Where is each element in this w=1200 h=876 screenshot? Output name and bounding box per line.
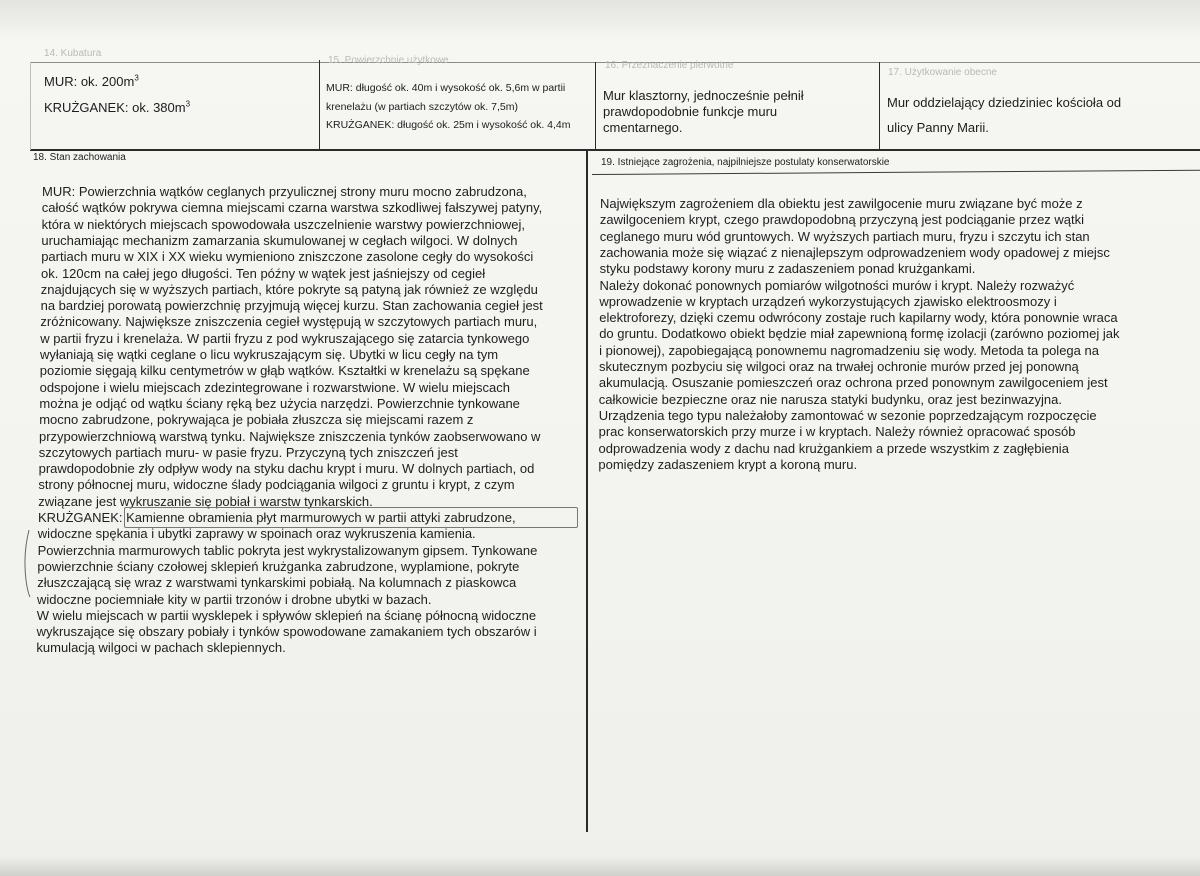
- original-function-line-2: prawdopodobnie funkcje muru: [603, 104, 778, 119]
- cubature-kruzganek-unit-exponent: 3: [185, 99, 191, 109]
- threats-text-line: ceglanego muru wód gruntowych. W wyższych partiach muru, fryzu i szczytu ich stan: [599, 228, 1090, 244]
- condition-text-line: MUR: Powierzchnia wątków ceglanych przyulicznej strony muru mocno zabrudzona,: [42, 184, 527, 199]
- header-threats: 19. Istniejące zagrożenia, najpilniejsze postulaty konserwatorskie: [601, 157, 890, 168]
- table-rule-section19-under: [592, 170, 1200, 175]
- condition-text-line: znajdujących się w wyższych partiach, które pokryte są patyną jak również ze względu: [40, 281, 538, 297]
- condition-text-line: kumulacją wilgoci w pachach sklepiennych.: [36, 640, 286, 656]
- threats-text-line: prac konserwatorskich przy murze i w kryptach. Należy również opracować sposób: [598, 424, 1076, 440]
- table-divider-col3: [879, 62, 880, 151]
- threats-text-line: styku podstawy korony muru z zadaszeniem ponad krużgankami.: [599, 261, 976, 277]
- scan-shadow-top: [0, 0, 1200, 40]
- pencil-highlight-box: [124, 507, 578, 528]
- table-divider-col1: [319, 60, 320, 151]
- cubature-mur: [44, 74, 139, 89]
- condition-text-line: można je odjąć od wątku ściany ręką bez użycia narzędzi. Powierzchnie tynkowane: [39, 395, 520, 411]
- condition-text-line: szczytowych partiach muru- w pasie fryzu. Przyczyną tych zniszczeń jest: [38, 444, 458, 460]
- header-current-use: 17. Użytkowanie obecne: [888, 67, 997, 78]
- current-use-line-1: Mur oddzielający dziedziniec kościoła od: [887, 95, 1122, 110]
- threats-text-line: akumulacją. Osuszanie pomieszczeń oraz ochrona przed ponownym zawilgoceniem jest: [598, 375, 1108, 391]
- original-function-line-1: Mur klasztorny, jednocześnie pełnił: [603, 88, 804, 103]
- condition-text-line: uruchamiając mechanizm zamarzania skumulowanej w cegłach wilgoci. W dolnych: [41, 232, 518, 248]
- original-function-line-3: cmentarnego.: [603, 120, 683, 135]
- header-cubature: 14. Kubatura: [44, 48, 102, 59]
- condition-text-line: W wielu miejscach w partii wysklepek i spływów sklepień na ścianę północną widoczne: [36, 607, 537, 623]
- table-divider-lower: [586, 150, 588, 832]
- cubature-mur-value: MUR: ok. 200m: [44, 74, 135, 89]
- condition-text-line: zróżnicowany. Największe zniszczenia cegieł występują w szczytowych partiach muru,: [40, 314, 538, 330]
- usable-area-line-3: KRUŻGANEK: długość ok. 25m i wysokość ok. 4,4m: [326, 119, 571, 131]
- threats-text-line: całkowicie bezpieczne oraz nie narusza statyki budynku, oraz jest bezinwazyjna.: [598, 391, 1062, 407]
- header-usable-area: 15. Powierzchnie użytkowe: [328, 55, 449, 66]
- condition-text-line: Powierzchnia marmurowych tablic pokryta jest wykrystalizowanym gipsem. Tynkowane: [37, 542, 538, 558]
- table-divider-col2: [595, 62, 596, 151]
- condition-text-line: partiach muru w XIX i XX wieku wymieniono zniszczone zasolone cegły do wysokości: [41, 249, 534, 265]
- threats-text-line: Należy dokonać ponownych pomiarów wilgotności murów i krypt. Należy rozważyć: [599, 277, 1075, 293]
- condition-text-line: wykruszające się obszary pobiały i tynków spowodowane zamakaniem tych obszarów i: [36, 624, 537, 640]
- condition-text-line: w partii fryzu i krenelaża. W partii fryzu z pod wykruszającego się zatarcia tynkowego: [40, 330, 530, 346]
- usable-area-line-1: MUR: długość ok. 40m i wysokość ok. 5,6m w partii: [326, 82, 566, 94]
- threats-text-line: wprowadzenie w kryptach urządzeń wykorzystujących zjawisko elektroosmozy i: [599, 293, 1057, 309]
- threats-text-line: i pionowej), zapobiegającą ponownemu nagromadzeniu się wody. Metoda ta polega na: [599, 342, 1099, 358]
- condition-text-line: powierzchnie ściany czołowej sklepień krużganka zabrudzone, wyplamione, pokryte: [37, 558, 520, 574]
- condition-text-line: strony północnej muru, widoczne ślady podciągania wilgoci z gruntu i krypt, z czym: [38, 477, 515, 493]
- condition-text-line: widoczne pociemniałe kity w partii trzonów i drobne ubytki w bazach.: [37, 591, 432, 607]
- condition-text-line: przypowierzchniową warstwą tynku. Największe zniszczenia tynków zaobserwowano w: [39, 428, 541, 444]
- condition-text-line: całość wątków pokrywa ciemna miejscami czarna warstwa szkodliwej fałszywej patyny,: [41, 200, 543, 216]
- threats-text-line: Największym zagrożeniem dla obiektu jest zawilgocenie muru związane być może z: [600, 196, 1083, 211]
- threats-text-line: zachowania może się wiązać z nienajlepszym odprowadzeniem wody opadowej z miejsc: [599, 244, 1110, 260]
- scan-shadow-bottom: [0, 856, 1200, 876]
- condition-text-line: widoczne spękania i ubytki zaprawy w spoinach oraz wykruszenia kamienia.: [37, 526, 476, 542]
- header-original-function: 16. Przeznaczenie pierwotne: [605, 60, 734, 71]
- condition-text-line: ok. 120cm na całej jego długości. Ten późny w wątek jest jaśniejszy od cegieł: [41, 265, 486, 281]
- cubature-kruzganek-value: KRUŻGANEK: ok. 380m: [44, 100, 186, 115]
- cubature-mur-unit-exponent: 3: [134, 73, 139, 83]
- condition-text-line: na bardziej porowatą powierzchnię przyjmują więcej kurzu. Stan zachowania cegieł jest: [40, 298, 543, 314]
- pencil-margin-mark: [22, 530, 32, 598]
- condition-text-line: wyłaniają się wątki ceglane o licu wykruszającym się. Ubytki w licu cegły na tym: [40, 347, 499, 362]
- condition-text-line: mocno zabrudzone, pokrywająca je pobiała złuszcza się miejscami razem z: [39, 412, 474, 428]
- threats-text-line: elektroforezy, dzięki czemu odwrócony zostaje ruch kapilarny wody, która ponownie wraca: [599, 310, 1118, 326]
- table-rule-row1-bottom: [30, 149, 1200, 151]
- threats-text-line: skutecznym pozbyciu się wilgoci oraz na trwałej ochronie murów przed jej ponowną: [599, 359, 1079, 374]
- current-use-line-2: ulicy Panny Marii.: [887, 120, 989, 135]
- cubature-kruzganek: [44, 100, 190, 115]
- condition-text-line: która w niektórych miejscach spowodowała uszczelnienie warstwy powierzchniowej,: [41, 216, 525, 232]
- threats-text-line: Urządzenia tego typu należałoby zamontować w sezonie poprzedzającym rozpoczęcie: [598, 407, 1097, 423]
- condition-text-line: związane jest wykruszanie się pobiał i warstw tynkarskich.: [38, 493, 373, 509]
- threats-text-line: do gruntu. Dodatkowo obiekt będzie miał zapewnioną formę izolacji (zarówno poziomej jak: [599, 326, 1120, 342]
- condition-text-line: złuszczającą się wraz z warstwami tynkarskimi pobiałą. Na kolumnach z piaskowca: [37, 575, 517, 591]
- condition-text-line: odspojone i wielu miejscach zdezintegrowane i rozwarstwione. W wielu miejscach: [39, 379, 510, 395]
- condition-text-line: KRUŻGANEK: Kamienne obramienia płyt marmurowych w partii attyki zabrudzone,: [38, 510, 516, 525]
- table-rule-left-fragment: [30, 62, 31, 150]
- condition-text-line: prawdopodobnie zły odpływ wody na styku dachu krypt i muru. W dolnych partiach, od: [38, 461, 535, 477]
- condition-text-line: poziomie sięgają kilku centymetrów w głąb wątków. Kształtki w krenelażu są spękane: [39, 363, 530, 379]
- threats-text-line: odprowadzenia wody z dachu nad krużgankiem a przede wszystkim z zagłębienia: [598, 440, 1069, 456]
- header-condition: 18. Stan zachowania: [33, 152, 126, 163]
- threats-text-line: zawilgoceniem krypt, czego prawdopodobną przyczyną jest podciąganie przez wątki: [599, 212, 1085, 228]
- usable-area-line-2: krenelażu (w partiach szczytów ok. 7,5m): [326, 101, 518, 113]
- threats-text-line: pomiędzy zadaszeniem krypt a koroną muru.: [598, 456, 858, 472]
